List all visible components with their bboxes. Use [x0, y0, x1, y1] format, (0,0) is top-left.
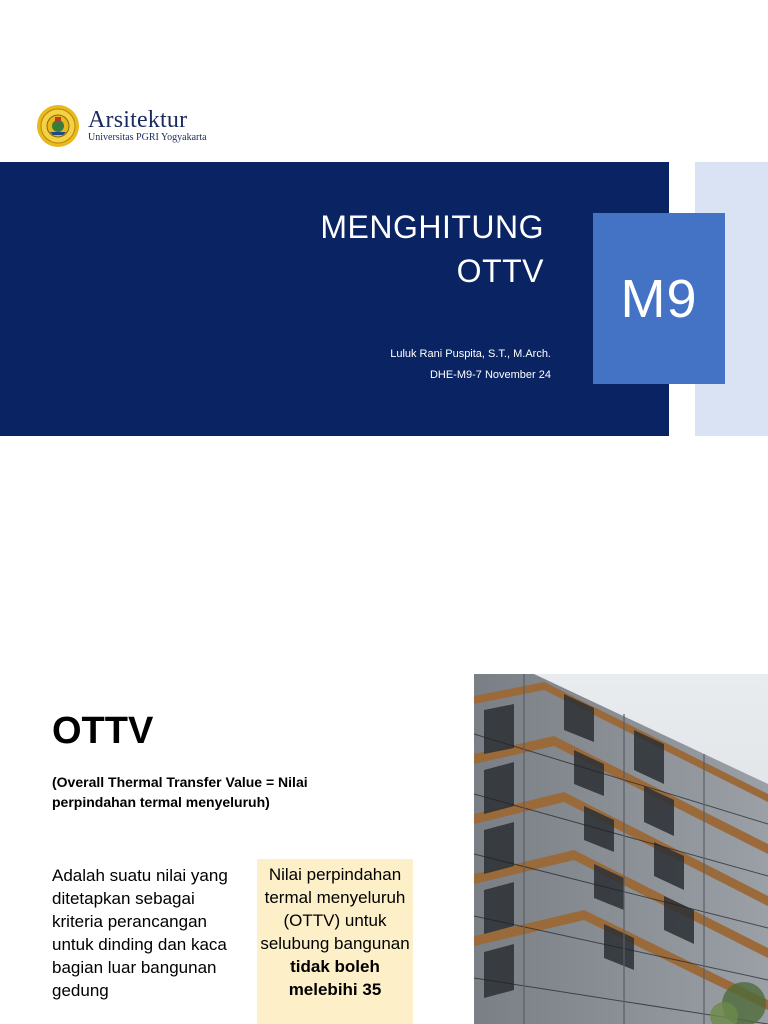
slide-title [320, 205, 544, 293]
content-slide [0, 674, 768, 1024]
title-line-2: OTTV [456, 253, 544, 289]
university-logo [36, 104, 207, 148]
building-facade-photo [474, 674, 768, 1024]
content-title: OTTV [52, 710, 154, 752]
title-slide [0, 0, 768, 480]
logo-title: Arsitektur [88, 107, 188, 133]
logo-subtitle: Universitas PGRI Yogyakarta [88, 132, 207, 143]
slide-meta [390, 344, 551, 386]
code-date: DHE-M9-7 November 24 [429, 369, 551, 381]
author-name: Luluk Rani Puspita, S.T., M.Arch. [390, 348, 551, 360]
ottv-callout [257, 859, 413, 1024]
module-badge-label: M9 [620, 268, 698, 329]
callout-emphasis: tidak boleh melebihi 35 [288, 957, 382, 999]
title-line-1: MENGHITUNG [320, 209, 544, 245]
callout-text: Nilai perpindahan termal menyeluruh (OTTV) untuk selubung bangunan [260, 865, 410, 953]
title-banner [0, 162, 669, 436]
module-badge [593, 213, 725, 384]
content-subtitle: (Overall Thermal Transfer Value = Nilai perpindahan termal menyeluruh) [52, 774, 308, 810]
definition-text: Adalah suatu nilai yang ditetapkan sebagai kriteria perancangan untuk dinding dan kaca bagian luar bangunan gedung [52, 866, 228, 1000]
university-seal-icon [36, 104, 80, 148]
